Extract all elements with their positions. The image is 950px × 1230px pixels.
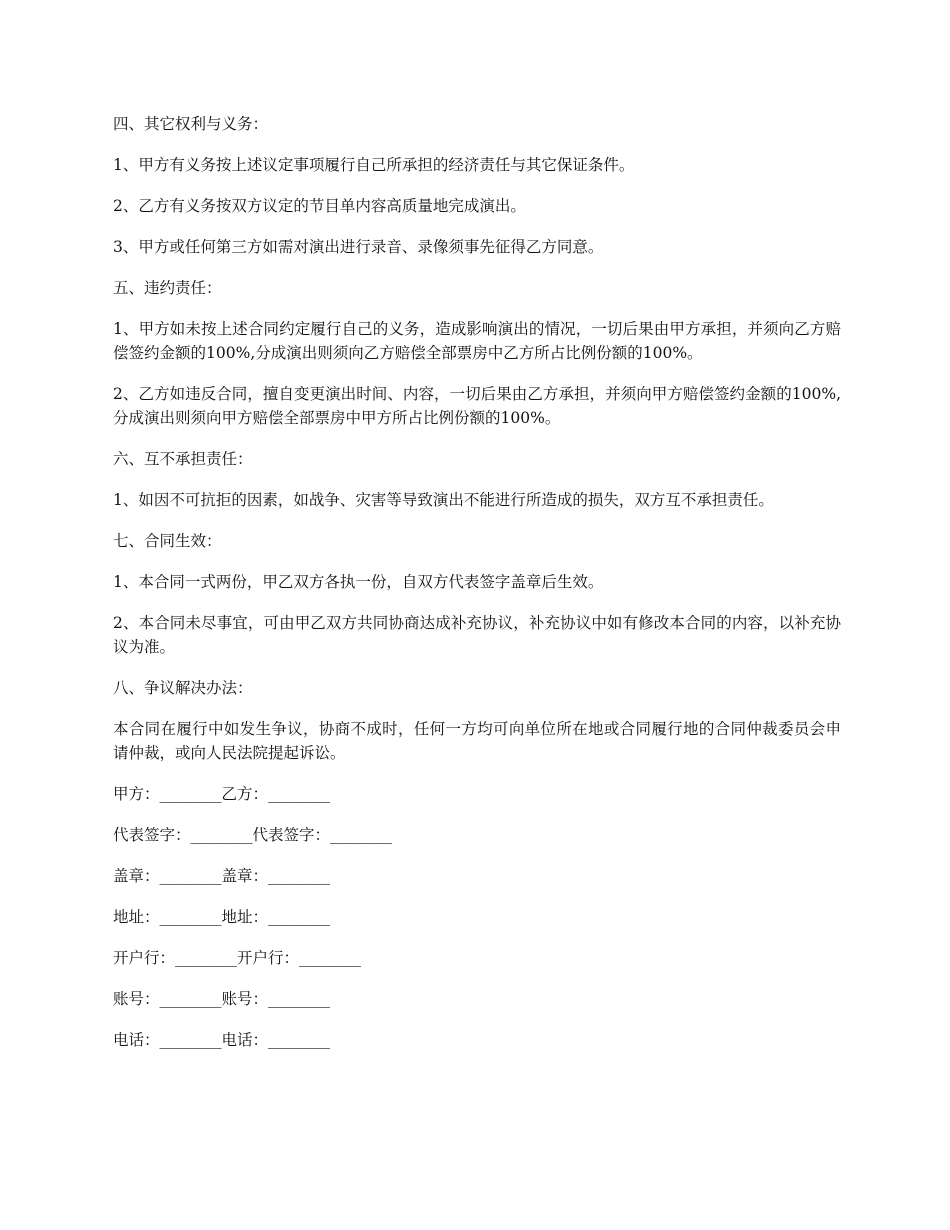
section-heading-no-liability: 六、互不承担责任： bbox=[113, 450, 253, 468]
section-heading-breach-liability: 五、违约责任： bbox=[113, 279, 222, 297]
signature-line-parties: 甲方：________乙方：________ bbox=[113, 785, 331, 803]
clause-paragraph: 2、乙方有义务按双方议定的节目单内容高质量地完成演出。 bbox=[113, 197, 526, 215]
signature-line-phone: 电话：________电话：________ bbox=[113, 1031, 331, 1049]
clause-paragraph: 1、甲方如未按上述合同约定履行自己的义务，造成影响演出的情况，一切后果由甲方承担，并须向乙方赔偿签约金额的100%,分成演出则须向乙方赔偿全部票房中乙方所占比例份额的100%。 bbox=[113, 320, 841, 362]
clause-paragraph: 3、甲方或任何第三方如需对演出进行录音、录像须事先征得乙方同意。 bbox=[113, 238, 604, 256]
section-heading-dispute-resolution: 八、争议解决办法： bbox=[113, 679, 253, 697]
signature-line-account: 账号：________账号：________ bbox=[113, 990, 331, 1008]
clause-paragraph: 2、乙方如违反合同，擅自变更演出时间、内容，一切后果由乙方承担，并须向甲方赔偿签约金额的100%,分成演出则须向甲方赔偿全部票房中甲方所占比例份额的100%。 bbox=[113, 385, 841, 427]
signature-line-representative: 代表签字：________代表签字：________ bbox=[113, 826, 393, 844]
document-body bbox=[113, 112, 841, 1069]
signature-line-address: 地址：________地址：________ bbox=[113, 908, 331, 926]
clause-paragraph: 1、如因不可抗拒的因素，如战争、灾害等导致演出不能进行所造成的损失，双方互不承担责任。 bbox=[113, 491, 774, 509]
section-heading-other-rights: 四、其它权利与义务： bbox=[113, 115, 269, 133]
signature-line-seal: 盖章：________盖章：________ bbox=[113, 867, 331, 885]
clause-paragraph: 本合同在履行中如发生争议，协商不成时，任何一方均可向单位所在地或合同履行地的合同仲裁委员会申请仲裁，或向人民法院提起诉讼。 bbox=[113, 720, 841, 762]
section-heading-effectiveness: 七、合同生效： bbox=[113, 532, 222, 550]
clause-paragraph: 2、本合同未尽事宜，可由甲乙双方共同协商达成补充协议，补充协议中如有修改本合同的内容，以补充协议为准。 bbox=[113, 614, 841, 656]
clause-paragraph: 1、甲方有义务按上述议定事项履行自己所承担的经济责任与其它保证条件。 bbox=[113, 156, 635, 174]
signature-line-bank: 开户行：________开户行：________ bbox=[113, 949, 362, 967]
clause-paragraph: 1、本合同一式两份，甲乙双方各执一份，自双方代表签字盖章后生效。 bbox=[113, 573, 604, 591]
